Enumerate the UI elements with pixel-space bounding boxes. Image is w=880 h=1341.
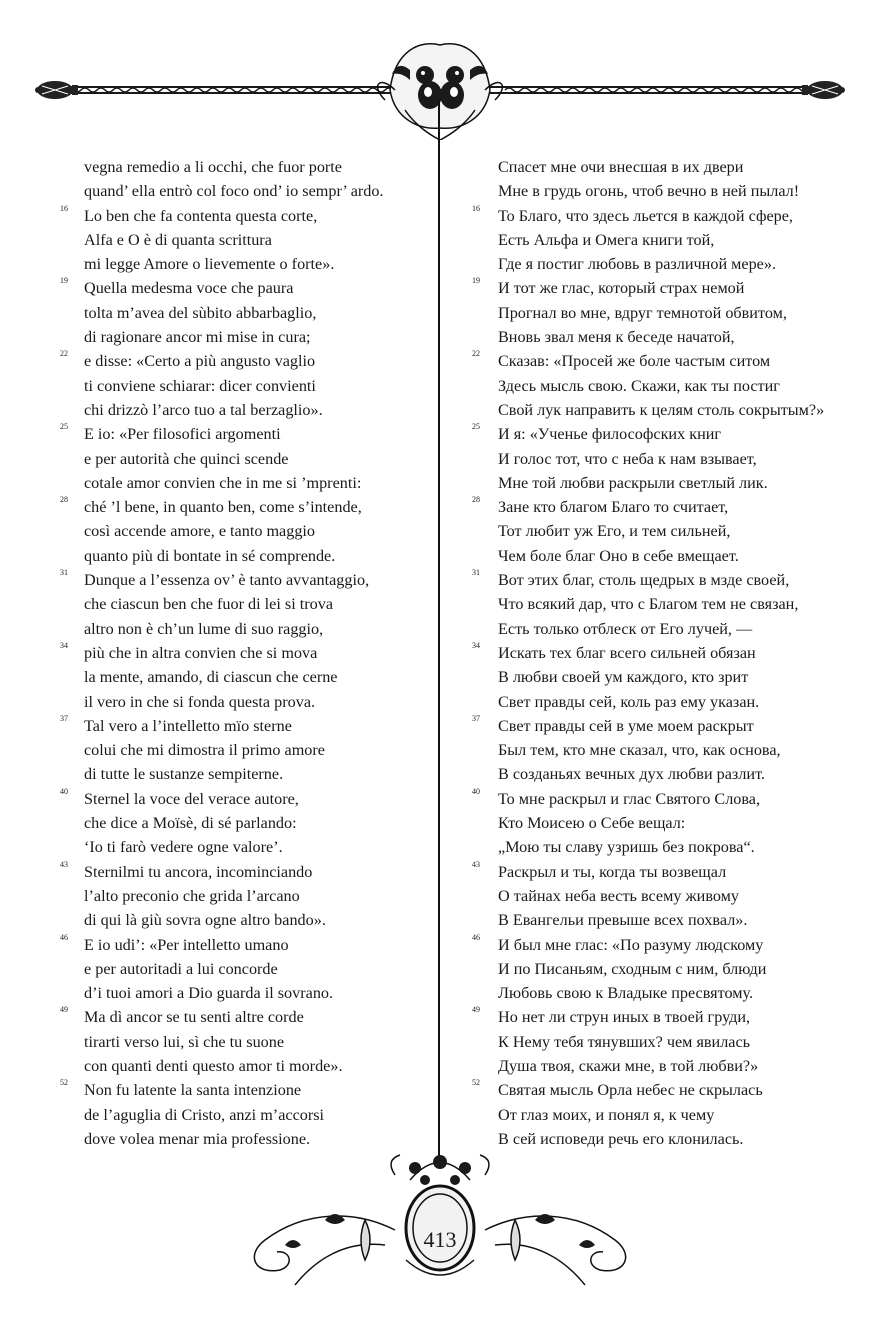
verse-line: Quella medesma voce che paura [84,279,294,298]
verse-line: di ragionare ancor mi mise in cura; [84,328,311,347]
verse-line: В любви своей ум каждого, кто зрит [498,668,749,687]
verse-number: 16 [472,203,480,213]
stanza [472,1005,842,1078]
stanza [60,1078,432,1151]
verse-line: Есть только отблеск от Его лучей, — [498,619,753,638]
verse-line: Искать тех благ всего сильней обязан [498,643,756,662]
verse-number: 34 [472,640,480,650]
stanza [472,155,842,204]
verse-number: 43 [60,859,68,869]
verse-line: Вновь звал меня к беседе начатой, [498,328,735,347]
verse-number: 49 [472,1005,480,1015]
verse-line: la mente, amando, di ciascun che cerne [84,668,338,687]
verse-number: 25 [472,422,480,432]
verse-line: И был мне глас: «По разуму людскому [498,935,764,954]
verse-line: Здесь мысль свою. Скажи, как ты постиг [498,376,780,395]
russian-column [472,155,842,1151]
verse-line: Любовь свою к Владыке пресвятому. [498,984,754,1003]
top-ornament [0,30,880,140]
verse-line: И я: «Ученье философских книг [498,425,722,444]
verse-number: 28 [60,495,68,505]
verse-line: vegna remedio a li occhi, che fuor porte [84,158,342,176]
verse-line: tolta m’avea del sùbito abbarbaglio, [84,303,317,322]
verse-line: Свет правды сей в уме моем раскрыт [498,716,754,735]
verse-line: Sternel la voce del verace autore, [84,789,299,808]
verse-line: Свой лук направить к целям столь сокрытым?» [498,400,825,419]
verse-number: 52 [60,1078,68,1088]
verse-line: Ma dì ancor se tu senti altre corde [84,1008,304,1027]
verse-line: ché ’l bene, in quanto ben, come s’intende, [84,498,362,517]
verse-number: 46 [60,932,68,942]
stanza [60,933,432,1006]
verse-line: Мне той любви раскрыли светлый лик. [498,473,768,492]
verse-line: ti conviene schiarar: dicer convienti [84,376,316,395]
verse-line: di tutte le sustanze sempiterne. [84,765,284,784]
verse-line: О тайнах неба весть всему живому [498,886,739,905]
bottom-ornament [225,1150,655,1300]
verse-line: e per autoritadi a lui concorde [84,959,278,978]
verse-line: Прогнал во мне, вдруг темнотой обвитом, [498,303,787,322]
verse-number: 49 [60,1005,68,1015]
verse-line: К Нему тебя тянувших? чем явилась [498,1032,751,1051]
verse-line: e disse: «Certo a più angusto vaglio [84,352,316,371]
verse-line: e per autorità che quinci scende [84,449,289,468]
verse-line: così accende amore, e tanto maggio [84,522,316,541]
verse-line: Tal vero a l’intelletto mïo sterne [84,716,292,735]
verse-line: Sternilmi tu ancora, incominciando [84,862,313,881]
stanza [472,787,842,860]
verse-line: quanto più di bontate in sé comprende. [84,546,336,565]
verse-line: mi legge Amore o lievemente o forte». [84,255,335,274]
verse-number: 19 [472,276,480,286]
verse-number: 37 [472,713,480,723]
verse-number: 52 [472,1078,480,1088]
stanza [472,714,842,787]
verse-line: Спасет мне очи внесшая в их двери [498,158,744,176]
verse-line: de l’aguglia di Cristo, anzi m’accorsi [84,1105,325,1124]
stanza [60,1005,432,1078]
stanza [60,276,432,349]
verse-line: Святая мысль Орла небес не скрылась [498,1081,763,1100]
verse-number: 40 [472,786,480,796]
stanza [60,860,432,933]
verse-line: E io: «Per filosofici argomenti [84,425,281,444]
verse-number: 28 [472,495,480,505]
verse-number: 22 [472,349,480,359]
verse-number: 22 [60,349,68,359]
verse-line: Кто Моисею о Себе вещал: [498,814,686,833]
verse-line: Alfa e O è di quanta scrittura [84,230,272,249]
verse-line: В сей исповеди речь его клонилась. [498,1129,744,1148]
verse-line: altro non è ch’un lume di suo raggio, [84,619,324,638]
verse-line: Non fu latente la santa intenzione [84,1081,302,1100]
verse-line: ‘Io ti farò vedere ogne valore’. [84,838,283,857]
verse-line: То Благо, что здесь льется в каждой сфере, [498,206,793,225]
stanza [472,349,842,422]
verse-line: cotale amor convien che in me si ’mprenti: [84,473,362,492]
verse-line: tirarti verso lui, sì che tu suone [84,1032,285,1051]
verse-number: 31 [472,568,480,578]
verse-line: Dunque a l’essenza ov’ è tanto avvantaggio, [84,571,370,590]
verse-number: 25 [60,422,68,432]
stanza [472,204,842,277]
verse-line: l’alto preconio che grida l’arcano [84,886,300,905]
stanza [60,349,432,422]
verse-number: 40 [60,786,68,796]
verse-line: „Мою ты славу узришь без покрова“. [498,838,755,857]
verse-number: 16 [60,203,68,213]
verse-line: di qui là giù sovra ogne altro bando». [84,911,326,930]
stanza [60,155,432,204]
verse-number: 43 [472,859,480,869]
verse-line: Вот этих благ, столь щедрых в мзде своей, [498,571,790,590]
italian-column [60,155,432,1151]
verse-number: 37 [60,713,68,723]
verse-number: 34 [60,640,68,650]
verse-line: più che in altra convien che si mova [84,643,318,662]
verse-line: Душа твоя, скажи мне, в той любви?» [498,1056,759,1075]
verse-line: Что всякий дар, что с Благом тем не связан, [498,595,799,614]
verse-line: Был тем, кто мне сказал, что, как основа, [498,741,781,760]
verse-line: Мне в грудь огонь, чтоб вечно в ней пылал! [498,182,800,201]
verse-line: chi drizzò l’arco tuo a tal berzaglio». [84,400,323,419]
verse-line: Чем боле благ Оно в себе вмещает. [498,546,739,565]
stanza [472,495,842,568]
stanza [472,641,842,714]
verse-line: В Евангельи превыше всех похвал». [498,911,748,930]
stanza [60,422,432,495]
verse-line: che ciascun ben che fuor di lei si trova [84,595,334,614]
stanza [60,714,432,787]
verse-line: quand’ ella entrò col foco ond’ io sempr’ ardo. [84,182,384,201]
stanza [60,204,432,277]
verse-number: 31 [60,568,68,578]
verse-line: И голос тот, что с неба к нам взывает, [498,449,757,468]
verse-line: che dice a Moïsè, di sé parlando: [84,814,297,833]
verse-line: dove volea menar mia professione. [84,1129,311,1148]
stanza [472,568,842,641]
verse-line: d’i tuoi amori a Dio guarda il sovrano. [84,984,334,1003]
verse-line: От глаз моих, и понял я, к чему [498,1105,715,1124]
verse-line: E io udi’: «Per intelletto umano [84,935,289,954]
verse-line: То мне раскрыл и глас Святого Слова, [498,789,761,808]
stanza [60,495,432,568]
verse-line: Но нет ли струн иных в твоей груди, [498,1008,751,1027]
verse-line: Свет правды сей, коль раз ему указан. [498,692,760,711]
verse-line: Зане кто благом Благо то считает, [498,498,729,517]
verse-line: Есть Альфа и Омега книги той, [498,230,715,249]
verse-number: 46 [472,932,480,942]
verse-line: В созданьях вечных дух любви разлит. [498,765,765,784]
verse-line: И по Писаньям, сходным с ним, блюди [498,959,767,978]
verse-line: Сказав: «Просей же боле частым ситом [498,352,771,371]
stanza [60,787,432,860]
stanza [472,933,842,1006]
stanza [472,860,842,933]
verse-line: con quanti denti questo amor ti morde». [84,1056,343,1075]
stanza [60,641,432,714]
verse-line: Раскрыл и ты, когда ты возвещал [498,862,727,881]
stanza [472,422,842,495]
page-number: 413 [423,1227,457,1252]
verse-number: 19 [60,276,68,286]
verse-line: И тот же глас, который страх немой [498,279,745,298]
column-divider [438,100,440,1160]
verse-line: il vero in che si fonda questa prova. [84,692,316,711]
verse-line: Где я постиг любовь в различной мере». [498,255,777,274]
verse-line: colui che mi dimostra il primo amore [84,741,325,760]
stanza [60,568,432,641]
stanza [472,1078,842,1151]
verse-line: Тот любит уж Его, и тем сильней, [498,522,731,541]
stanza [472,276,842,349]
verse-line: Lo ben che fa contenta questa corte, [84,206,318,225]
